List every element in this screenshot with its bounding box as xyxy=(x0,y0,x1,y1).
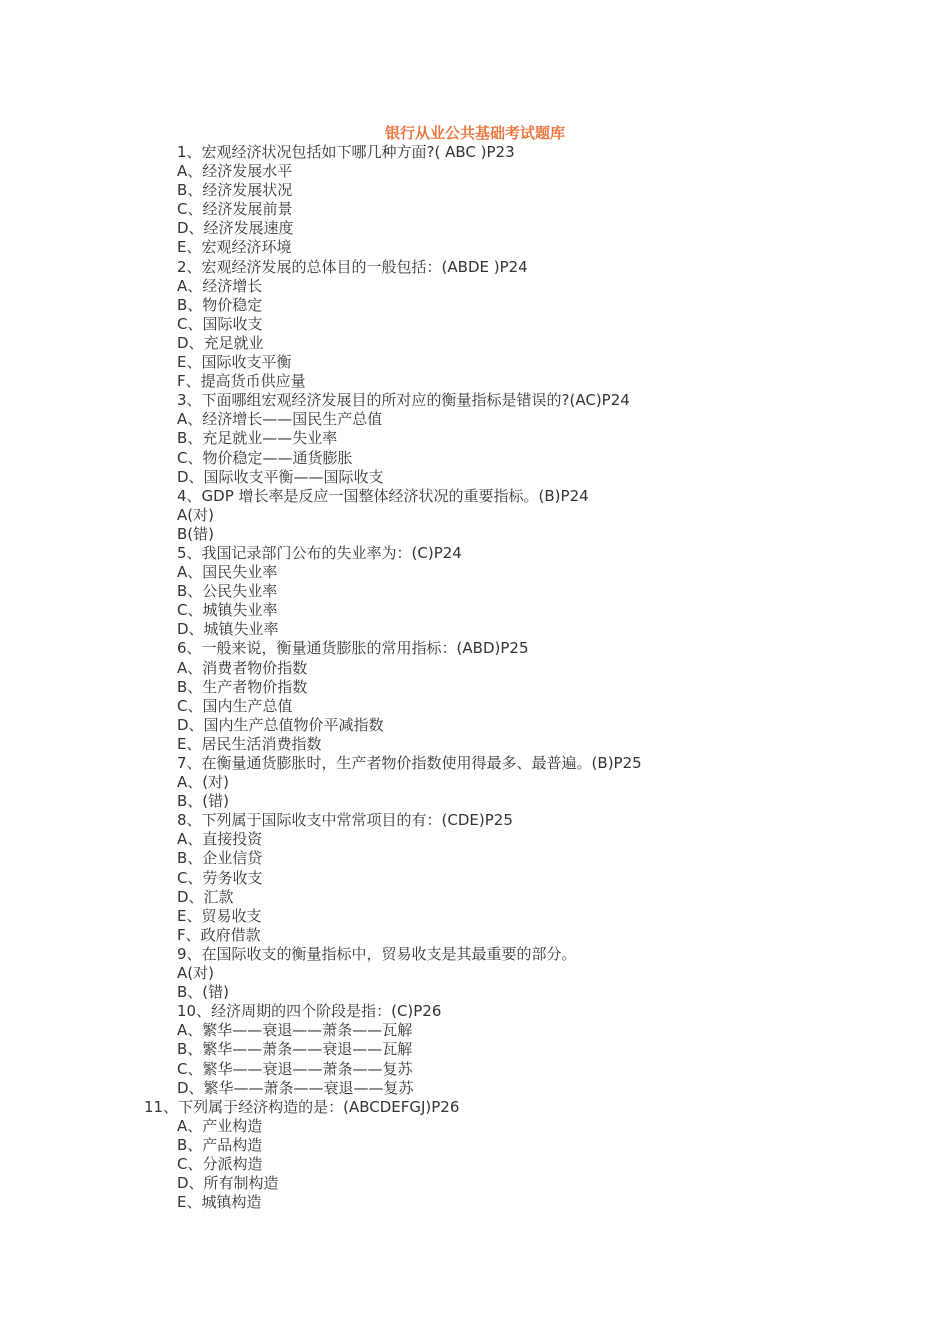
answer-option: F、政府借款 xyxy=(177,925,261,944)
answer-option: F、提高货币供应量 xyxy=(177,372,306,391)
answer-option: B、公民失业率 xyxy=(177,582,278,601)
answer-option: E、居民生活消费指数 xyxy=(177,734,322,753)
answer-option: A、直接投资 xyxy=(177,830,263,849)
answer-option: B、繁华——萧条——衰退——瓦解 xyxy=(177,1040,413,1059)
answer-option: B、产品构造 xyxy=(177,1135,263,1154)
question-text: 10、经济周期的四个阶段是指：(C)P26 xyxy=(177,1002,442,1021)
answer-option: B、(错) xyxy=(177,792,229,811)
answer-option: C、劳务收支 xyxy=(177,868,263,887)
answer-option: D、城镇失业率 xyxy=(177,620,279,639)
document-page xyxy=(0,124,950,1212)
answer-option: C、国际收支 xyxy=(177,314,263,333)
question-text: 3、下面哪组宏观经济发展目的所对应的衡量指标是错误的?(AC)P24 xyxy=(177,391,630,410)
question-text: 1、宏观经济状况包括如下哪几种方面?( ABC )P23 xyxy=(177,143,515,161)
question-list xyxy=(0,143,950,1212)
answer-option: C、城镇失业率 xyxy=(177,601,278,620)
answer-option: C、繁华——衰退——萧条——复苏 xyxy=(177,1059,413,1078)
answer-option: E、国际收支平衡 xyxy=(177,353,292,372)
answer-option: A(对) xyxy=(177,964,214,983)
answer-option: A、产业构造 xyxy=(177,1116,263,1135)
question-text: 8、下列属于国际收支中常常项目的有：(CDE)P25 xyxy=(177,811,513,830)
answer-option: B(错) xyxy=(177,524,214,543)
answer-option: E、贸易收支 xyxy=(177,906,262,925)
answer-option: B、充足就业——失业率 xyxy=(177,429,338,448)
answer-option: A、经济增长 xyxy=(177,276,263,295)
answer-option: D、经济发展速度 xyxy=(177,219,294,238)
answer-option: B、物价稳定 xyxy=(177,295,263,314)
question-text: 7、在衡量通货膨胀时，生产者物价指数使用得最多、最普遍。(B)P25 xyxy=(177,754,642,772)
question-text: 5、我国记录部门公布的失业率为：(C)P24 xyxy=(177,543,462,562)
answer-option: E、城镇构造 xyxy=(177,1193,262,1212)
answer-option: A(对) xyxy=(177,505,214,524)
answer-option: A、国民失业率 xyxy=(177,563,278,582)
question-text: 11、下列属于经济构造的是：(ABCDEFGJ)P26 xyxy=(144,1097,460,1116)
answer-option: A、消费者物价指数 xyxy=(177,658,308,677)
answer-option: A、经济发展水平 xyxy=(177,162,293,181)
document-title: 银行从业公共基础考试题库 xyxy=(384,124,565,142)
answer-option: B、生产者物价指数 xyxy=(177,677,308,696)
answer-option: A、经济增长——国民生产总值 xyxy=(177,410,383,429)
answer-option: C、物价稳定——通货膨胀 xyxy=(177,448,353,467)
answer-option: D、充足就业 xyxy=(177,333,264,352)
answer-option: D、所有制构造 xyxy=(177,1174,279,1193)
answer-option: D、繁华——萧条——衰退——复苏 xyxy=(177,1078,414,1097)
answer-option: E、宏观经济环境 xyxy=(177,238,292,257)
answer-option: C、国内生产总值 xyxy=(177,696,293,715)
answer-option: D、汇款 xyxy=(177,887,234,906)
question-text: 4、GDP 增长率是反应一国整体经济状况的重要指标。(B)P24 xyxy=(177,486,589,505)
answer-option: B、(错) xyxy=(177,983,229,1002)
answer-option: A、繁华——衰退——萧条——瓦解 xyxy=(177,1021,413,1040)
question-text: 2、宏观经济发展的总体目的一般包括：(ABDE )P24 xyxy=(177,257,528,276)
question-text: 9、在国际收支的衡量指标中，贸易收支是其最重要的部分。 xyxy=(177,944,577,963)
answer-option: C、分派构造 xyxy=(177,1154,263,1173)
answer-option: B、经济发展状况 xyxy=(177,181,293,200)
answer-option: D、国内生产总值物价平减指数 xyxy=(177,715,384,734)
question-text: 6、一般来说，衡量通货膨胀的常用指标：(ABD)P25 xyxy=(177,639,529,658)
answer-option: C、经济发展前景 xyxy=(177,200,293,219)
answer-option: A、(对) xyxy=(177,773,229,792)
answer-option: D、国际收支平衡——国际收支 xyxy=(177,467,384,486)
answer-option: B、企业信贷 xyxy=(177,849,263,868)
